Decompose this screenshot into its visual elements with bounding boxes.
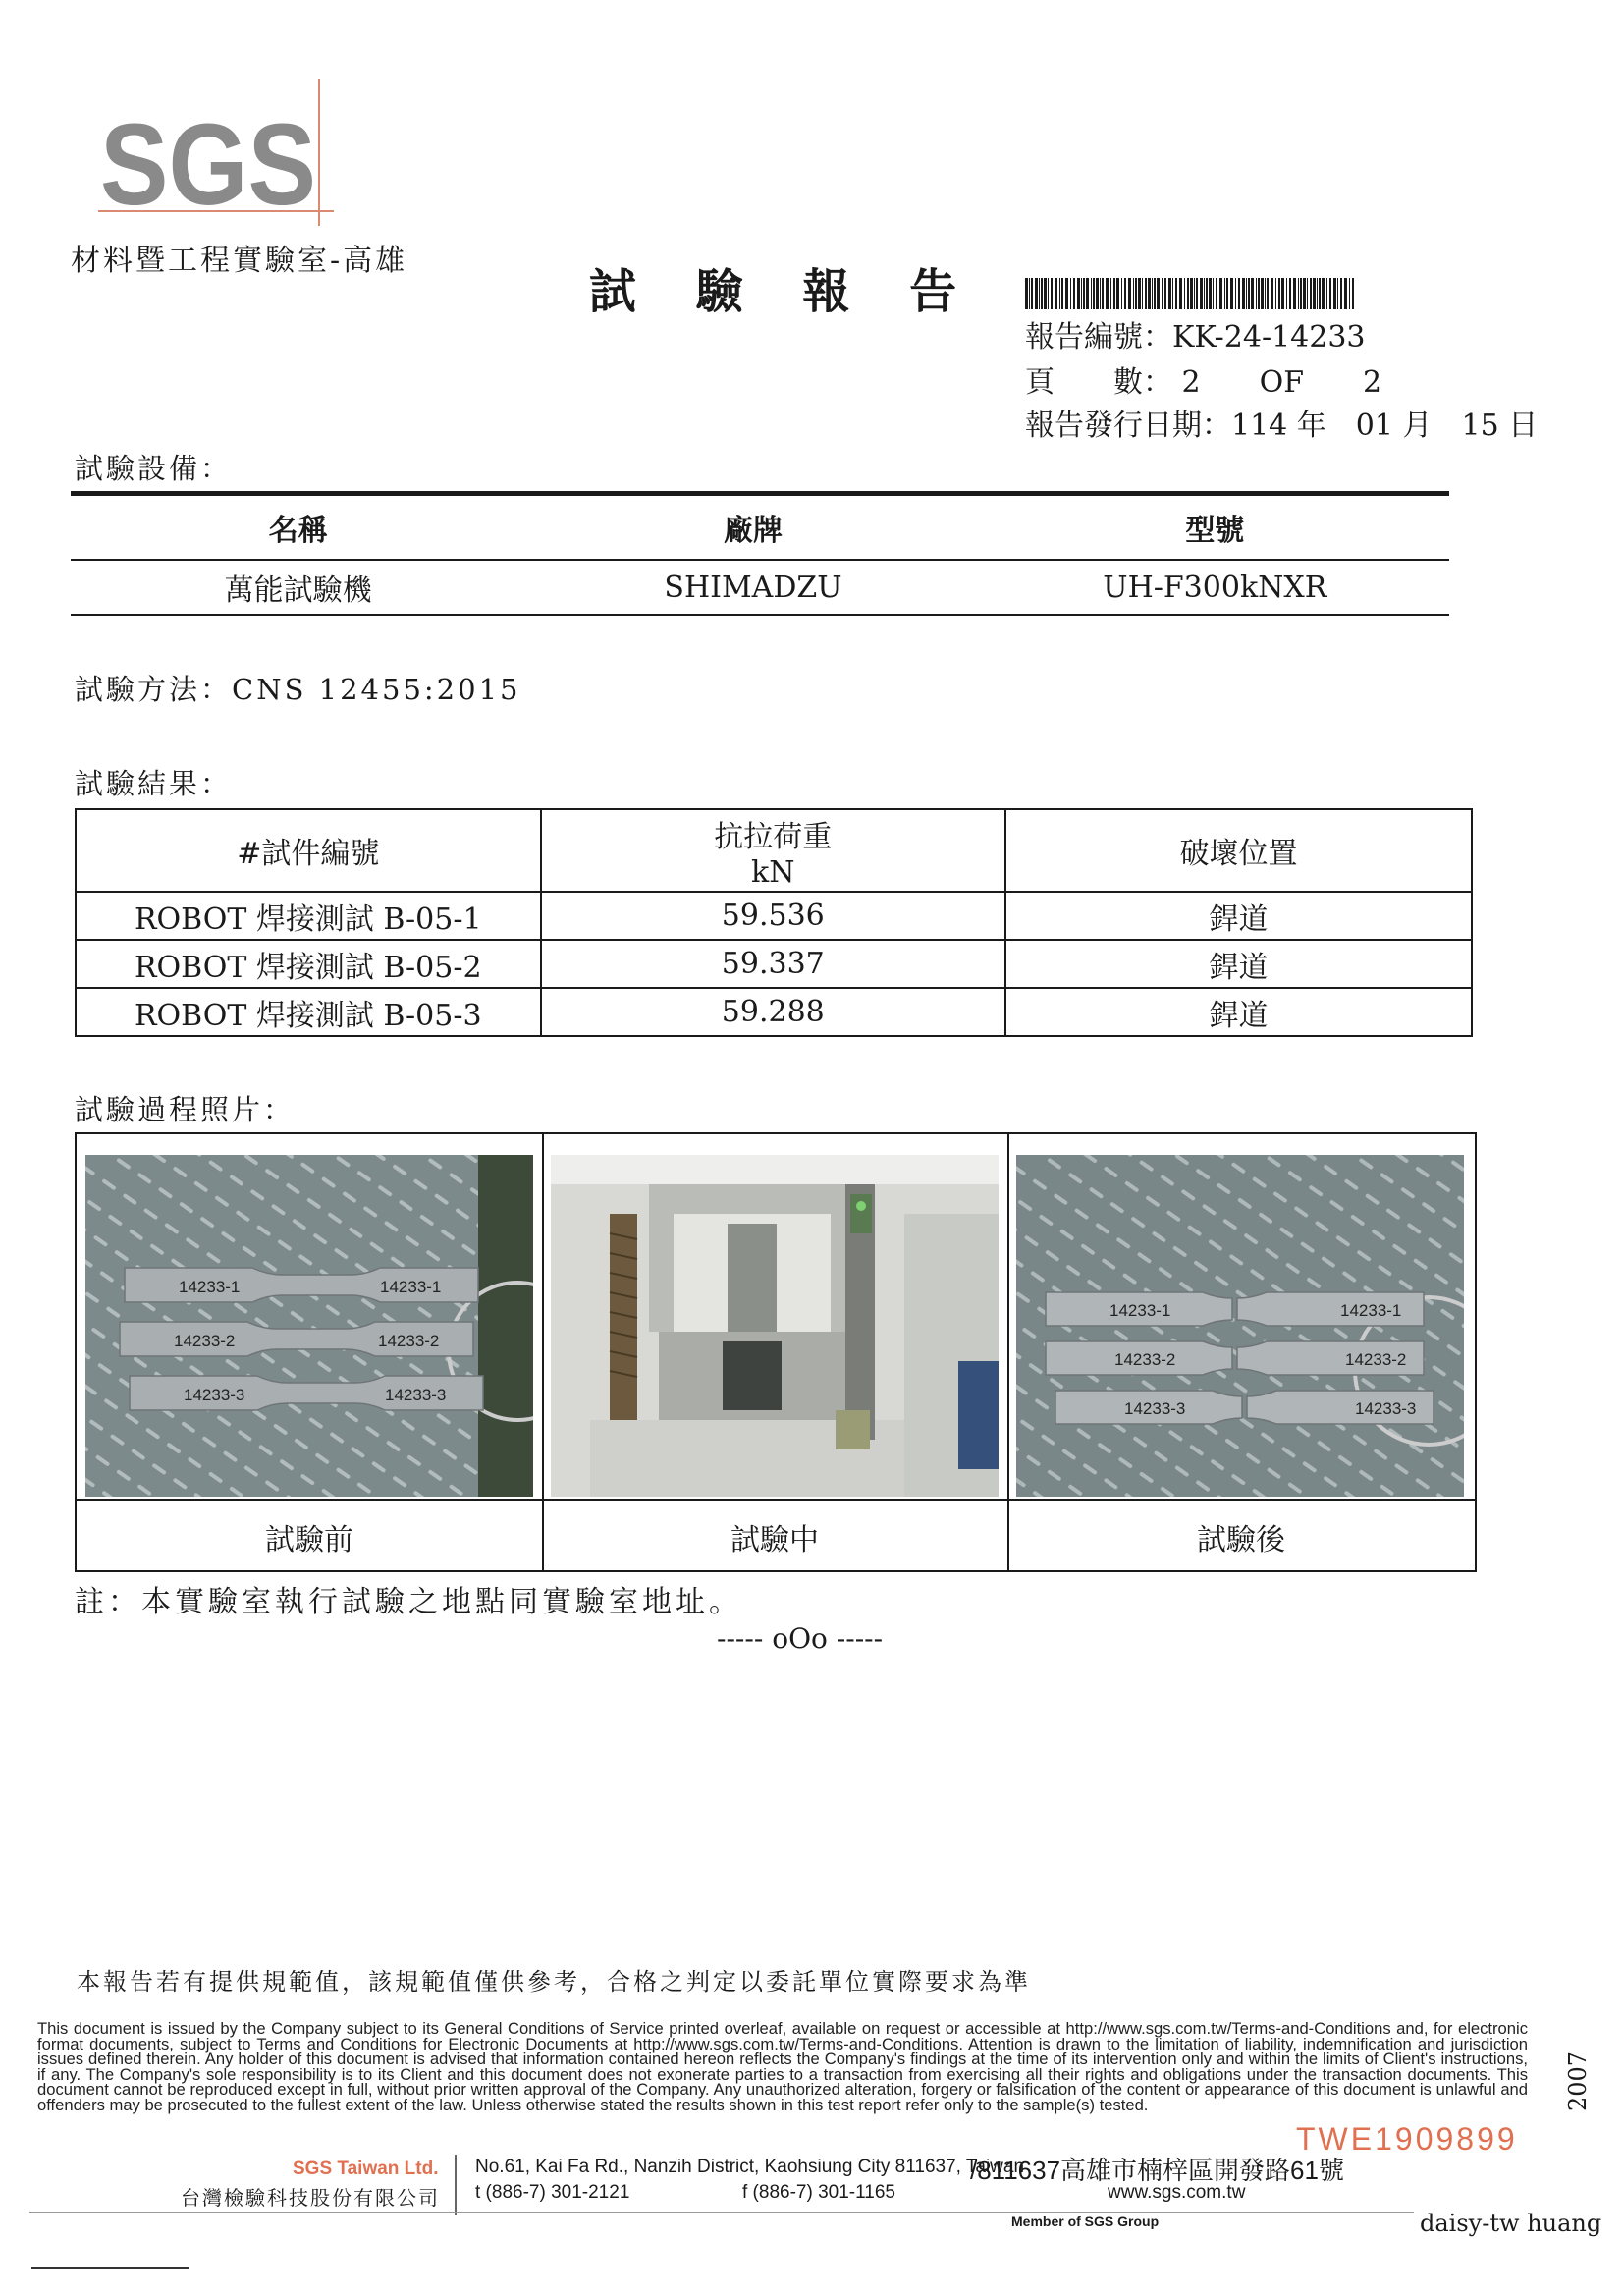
table-row [76, 940, 1472, 988]
specimen-label: 14233-2 [1114, 1350, 1176, 1369]
barcode-bar [1213, 278, 1214, 309]
barcode-bar [1065, 278, 1068, 309]
footer-rule [29, 2212, 1414, 2213]
barcode-bar [1172, 278, 1173, 309]
results-header-load [541, 809, 1006, 892]
barcode-bar [1035, 278, 1038, 309]
barcode-bar [1319, 278, 1321, 309]
barcode-bar [1258, 278, 1260, 309]
photo-before-test [85, 1155, 533, 1497]
barcode-bar [1349, 278, 1350, 309]
table-row [76, 892, 1472, 940]
barcode-bar [1322, 278, 1325, 309]
barcode-bar [1271, 278, 1273, 309]
website-link[interactable]: www.sgs.com.tw [1108, 2182, 1246, 2203]
barcode-bar [1187, 278, 1189, 309]
equipment-name: 萬能試驗機 [71, 560, 525, 615]
barcode-bar [1077, 278, 1080, 309]
barcode-bar [1246, 278, 1247, 309]
tensile-load: 59.337 [541, 940, 1006, 988]
barcode-bar [1204, 278, 1205, 309]
barcode-bar [1135, 278, 1137, 309]
barcode-bar [1281, 278, 1284, 309]
barcode-bar [1230, 278, 1233, 309]
specimen-label: 14233-3 [1355, 1399, 1417, 1418]
equipment-model: UH-F300kNXR [981, 560, 1449, 615]
barcode-bar [1044, 278, 1047, 309]
issue-date: 報告發行日期：114 年 01 月 15 日 [1025, 409, 1539, 443]
results-table [75, 808, 1473, 1037]
results-header-load-unit: kN [751, 854, 795, 890]
equipment-header-model: 型號 [981, 494, 1449, 561]
barcode-bar [1133, 278, 1134, 309]
photo-after-test [1016, 1155, 1464, 1497]
caption-after: 試驗後 [1007, 1499, 1475, 1572]
barcode-bar [1055, 278, 1057, 309]
barcode-bar [1333, 278, 1336, 309]
barcode-bar [1145, 278, 1147, 309]
barcode-bar [1352, 278, 1354, 309]
photo-cell-before [77, 1134, 544, 1570]
barcode-bar [1242, 278, 1245, 309]
results-header-fracture: 破壞位置 [1005, 809, 1472, 892]
barcode-bar [1317, 278, 1318, 309]
equipment-row [71, 560, 1449, 615]
company-name-cn: 台灣檢驗科技股份有限公司 [181, 2186, 440, 2210]
barcode-bar [1298, 278, 1299, 309]
specimen-label: 14233-1 [1340, 1301, 1402, 1320]
barcode-bar [1289, 278, 1291, 309]
barcode-bar [1100, 278, 1101, 309]
barcode-bar [1048, 278, 1049, 309]
barcode-bar [1162, 278, 1163, 309]
barcode-bar [1329, 278, 1331, 309]
page-bottom-rule [31, 2267, 189, 2269]
barcode-bar [1310, 278, 1312, 309]
barcode-bar [1206, 278, 1208, 309]
barcode-bar [1093, 278, 1095, 309]
signature: daisy-tw huang [1420, 2210, 1602, 2237]
equipment-brand: SHIMADZU [525, 560, 980, 615]
specimen-id: ROBOT 焊接測試 B-05-2 [76, 940, 541, 988]
serial-number: TWE1909899 [1296, 2121, 1518, 2157]
barcode-bar [1157, 278, 1160, 309]
equipment-header-row [71, 494, 1449, 561]
barcode-bar [1070, 278, 1071, 309]
barcode-bar [1224, 278, 1225, 309]
barcode-bar [1061, 278, 1063, 309]
barcode-bar [1307, 278, 1308, 309]
equipment-header-brand: 廠牌 [525, 494, 980, 561]
barcode-bar [1275, 278, 1276, 309]
barcode-bar [1025, 278, 1028, 309]
barcode-bar [1337, 278, 1338, 309]
photo-cell-during [542, 1134, 1009, 1570]
barcode-bar [1179, 278, 1182, 309]
barcode-bar [1081, 278, 1082, 309]
barcode-bar [1278, 278, 1280, 309]
page-count: 頁 數： 2 OF 2 [1025, 365, 1382, 400]
specimen-label: 14233-2 [378, 1332, 440, 1350]
barcode-bar [1251, 278, 1254, 309]
photo-grid [75, 1132, 1477, 1572]
barcode-bar [1326, 278, 1327, 309]
barcode-bar [1029, 278, 1030, 309]
fracture-location: 銲道 [1005, 988, 1472, 1036]
equipment-header-name: 名稱 [71, 494, 525, 561]
barcode-bar [1051, 278, 1053, 309]
form-year: 2007 [1564, 2050, 1592, 2111]
barcode-bar [1138, 278, 1141, 309]
barcode-bar [1164, 278, 1166, 309]
barcode-bar [1142, 278, 1143, 309]
specimen-label: 14233-2 [174, 1332, 236, 1350]
specimen-label: 14233-3 [385, 1386, 447, 1404]
barcode-bar [1265, 278, 1266, 309]
barcode-bar [1039, 278, 1040, 309]
telephone: t (886-7) 301-2121 [475, 2182, 630, 2203]
tensile-load: 59.288 [541, 988, 1006, 1036]
fax: f (886-7) 301-1165 [742, 2182, 895, 2203]
photo-during-test [551, 1155, 999, 1497]
barcode-bar [1152, 278, 1153, 309]
barcode-bar [1041, 278, 1043, 309]
barcode-bar [1300, 278, 1302, 309]
photos-section-label: 試驗過程照片： [75, 1093, 296, 1126]
barcode-bar [1303, 278, 1306, 309]
note: 註：本實驗室執行試驗之地點同實驗室地址。 [75, 1585, 742, 1619]
barcode-bar [1219, 278, 1222, 309]
barcode [1025, 278, 1354, 309]
specimen-id: ROBOT 焊接測試 B-05-3 [76, 988, 541, 1036]
barcode-bar [1086, 278, 1089, 309]
barcode-bar [1267, 278, 1269, 309]
photo-cell-after [1007, 1134, 1475, 1570]
barcode-bar [1200, 278, 1203, 309]
barcode-bar [1168, 278, 1171, 309]
tensile-load: 59.536 [541, 892, 1006, 940]
barcode-bar [1148, 278, 1151, 309]
test-method: 試驗方法：CNS 12455:2015 [75, 673, 521, 706]
barcode-bar [1344, 278, 1347, 309]
legal-disclaimer: This document is issued by the Company subject to its General Conditions of Service printed overleaf, available on request or accessible at http://www.sgs.com.tw/Terms-and-Conditions and, for electronic format documents, subject to Terms and Conditions for Electronic Documents at http://www.sgs.com.tw/Terms-and-Conditions. Attention is drawn to the limitation of liability, indemnification and jurisdiction issues defined therein. Any holder of this document is advised that information contained hereon reflects the Company's findings at the time of its intervention only and within the limits of Client's instructions, if any. The Company's sole responsibility is to its Client and this document does not exonerate parties to a transaction from exercising all their rights and obligations under the transaction documents. This document cannot be reproduced except in full, without prior written approval of the Company. Any unauthorized alteration, forgery or falsification of the content or appearance of this document is unlawful and offenders may be prosecuted to the fullest extent of the law. Unless otherwise stated the results shown in this test report refer only to the sample(s) tested. [37, 2019, 1528, 2114]
barcode-bar [1238, 278, 1240, 309]
specimen-label: 14233-3 [184, 1386, 245, 1404]
barcode-bar [1261, 278, 1264, 309]
barcode-bar [1194, 278, 1195, 309]
disclaimer-chinese: 本報告若有提供規範值，該規範值僅供參考，合格之判定以委託單位實際要求為準 [77, 1968, 1031, 1995]
equipment-table [71, 491, 1449, 616]
barcode-bar [1196, 278, 1198, 309]
barcode-bar [1116, 278, 1119, 309]
barcode-bar [1031, 278, 1033, 309]
barcode-bar [1128, 278, 1131, 309]
barcode-bar [1124, 278, 1126, 309]
barcode-bar [1154, 278, 1156, 309]
barcode-bar [1190, 278, 1193, 309]
barcode-bar [1083, 278, 1085, 309]
fracture-location: 銲道 [1005, 940, 1472, 988]
company-name-en: SGS Taiwan Ltd. [293, 2159, 439, 2179]
address-en: No.61, Kai Fa Rd., Nanzih District, Kaohsiung City 811637, Taiwan [475, 2157, 1025, 2177]
equipment-section-label: 試驗設備： [75, 452, 233, 485]
barcode-bar [1226, 278, 1228, 309]
svg-text:SGS: SGS [100, 100, 316, 226]
page-title: 試 驗 報 告 [589, 264, 979, 319]
results-header-row [76, 809, 1472, 892]
barcode-bar [1110, 278, 1111, 309]
specimen-label: 14233-3 [1124, 1399, 1186, 1418]
barcode-bar [1102, 278, 1104, 309]
barcode-bar [1184, 278, 1185, 309]
barcode-bar [1091, 278, 1092, 309]
member-of-group: Member of SGS Group [1011, 2214, 1160, 2229]
barcode-bar [1106, 278, 1109, 309]
table-row [76, 988, 1472, 1036]
report-number: 報告編號：KK-24-14233 [1025, 320, 1366, 355]
specimen-label: 14233-1 [380, 1278, 442, 1296]
barcode-bar [1216, 278, 1217, 309]
caption-before: 試驗前 [77, 1499, 542, 1572]
specimen-label: 14233-2 [1345, 1350, 1407, 1369]
results-header-load-label: 抗拉荷重 [714, 819, 833, 854]
address-cn: /811637高雄市楠梓區開發路61號 [970, 2156, 1344, 2185]
fracture-location: 銲道 [1005, 892, 1472, 940]
barcode-bar [1113, 278, 1115, 309]
specimen-label: 14233-1 [179, 1278, 241, 1296]
results-section-label: 試驗結果： [75, 767, 233, 800]
end-mark: ----- oOo ----- [717, 1622, 884, 1655]
barcode-bar [1235, 278, 1236, 309]
specimen-id: ROBOT 焊接測試 B-05-1 [76, 892, 541, 940]
barcode-bar [1293, 278, 1296, 309]
barcode-bar [1313, 278, 1316, 309]
barcode-bar [1286, 278, 1287, 309]
barcode-bar [1209, 278, 1212, 309]
results-header-specimen: #試件編號 [76, 809, 541, 892]
specimen-label: 14233-1 [1109, 1301, 1171, 1320]
barcode-bar [1073, 278, 1075, 309]
barcode-bar [1340, 278, 1342, 309]
caption-during: 試驗中 [542, 1499, 1007, 1572]
footer-divider [455, 2155, 457, 2215]
lab-name: 材料暨工程實驗室-高雄 [71, 244, 408, 278]
barcode-bar [1248, 278, 1250, 309]
barcode-bar [1256, 278, 1257, 309]
barcode-bar [1175, 278, 1177, 309]
barcode-bar [1096, 278, 1099, 309]
sgs-logo [98, 79, 334, 226]
barcode-bar [1059, 278, 1060, 309]
barcode-bar [1121, 278, 1122, 309]
